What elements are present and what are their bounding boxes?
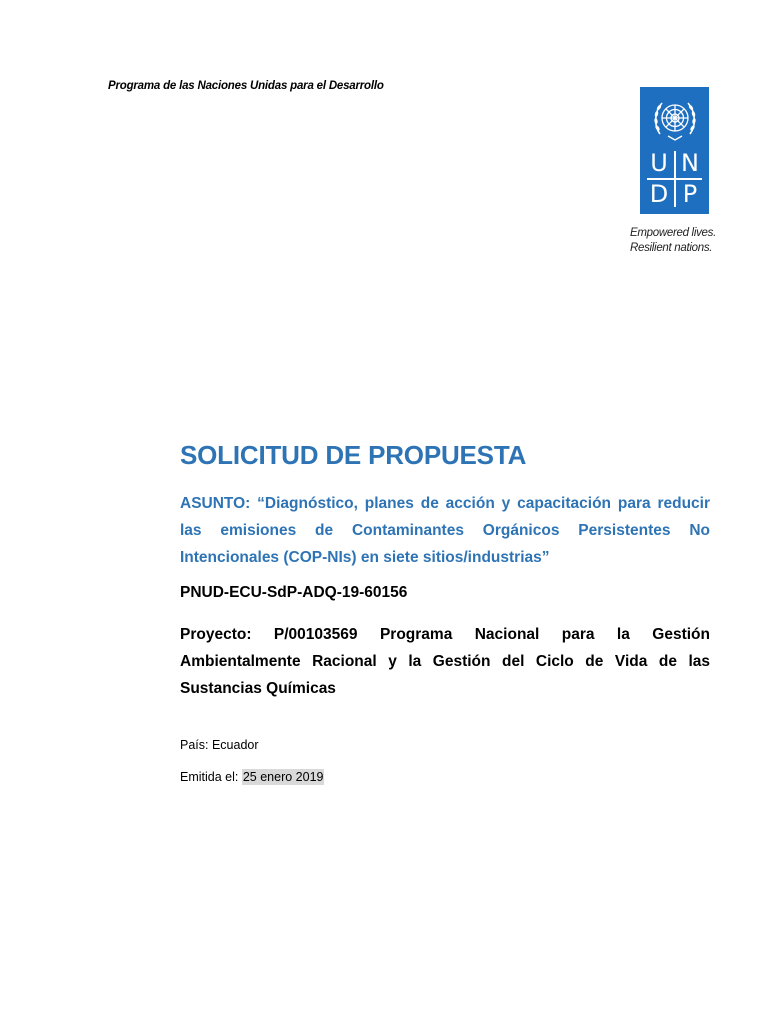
undp-letters	[645, 149, 704, 209]
issued-label: Emitida el:	[180, 770, 242, 784]
project-description: Proyecto: P/00103569 Programa Nacional para la Gestión Ambientalmente Racional y la Gestión del Ciclo de Vida de las Sustancias Químicas	[180, 626, 710, 697]
issued-date: 25 enero 2019	[242, 770, 324, 784]
tagline-line-2: Resilient nations.	[630, 242, 713, 254]
logo-divider-vertical	[674, 151, 676, 207]
document-subject: ASUNTO: “Diagnóstico, planes de acción y capacitación para reducir las emisiones de Contaminantes Orgánicos Persistentes No Intencionales (COP-NIs) en siete sitios/industrias”	[180, 495, 710, 566]
country-line: País: Ecuador	[180, 738, 259, 752]
logo-letter-p: P	[682, 180, 698, 208]
un-emblem-icon	[650, 94, 700, 144]
logo-letter-n: N	[681, 149, 699, 177]
organization-header: Programa de las Naciones Unidas para el Desarrollo	[108, 80, 384, 92]
logo-tagline	[630, 226, 730, 256]
tagline-line-1: Empowered lives.	[630, 227, 716, 239]
undp-logo	[640, 87, 709, 214]
document-title: SOLICITUD DE PROPUESTA	[180, 440, 527, 470]
logo-letter-u: U	[650, 149, 668, 177]
issued-date-line	[180, 770, 324, 784]
undp-logo-box	[640, 87, 709, 214]
reference-number: PNUD-ECU-SdP-ADQ-19-60156	[180, 584, 408, 601]
logo-letter-d: D	[649, 180, 669, 208]
